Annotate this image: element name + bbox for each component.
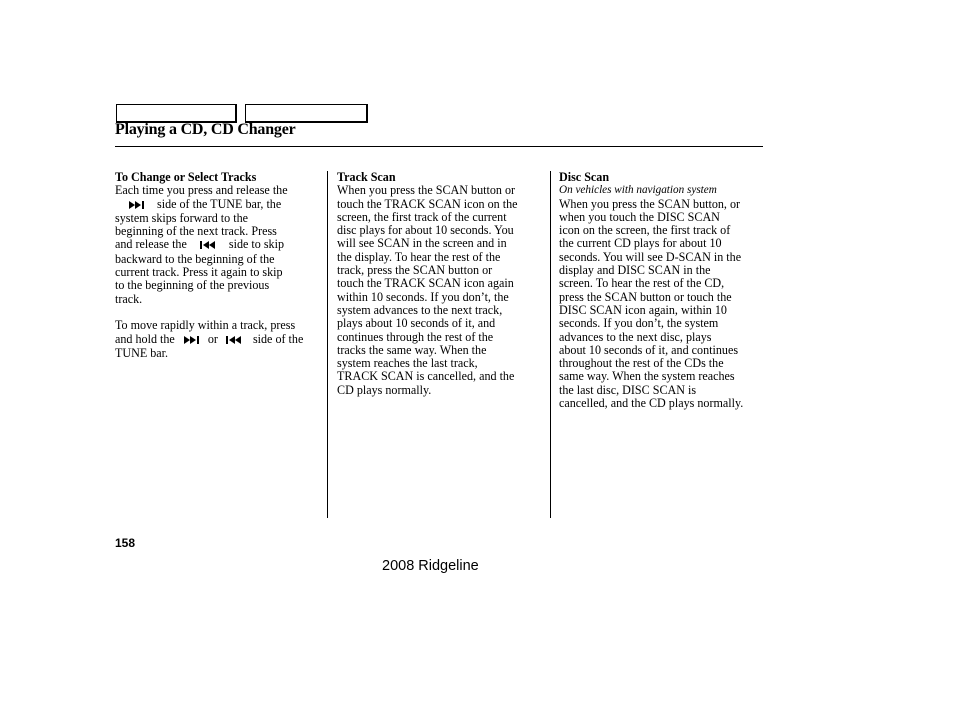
text-line: To move rapidly within a track, press [115,318,296,333]
text-line: continues through the rest of the [337,329,494,344]
text-line: When you press the SCAN button or [337,183,516,198]
column-change-tracks [115,171,327,360]
text-line: Each time you press and release the [115,183,288,198]
column-divider [550,171,551,518]
text-line: screen, the first track of the current [337,209,507,224]
text-line: system skips forward to the [115,210,249,225]
text-line: touch the TRACK SCAN icon on the [337,196,518,211]
section-heading: To Change or Select Tracks [115,170,257,184]
text-line: same way. When the system reaches [559,369,735,384]
paragraph [559,198,771,411]
text-line: system advances to the next track, [337,302,503,317]
text-line: seconds. You will see D-SCAN in the [559,249,742,264]
text-line: advances to the next disc, plays [559,329,712,344]
text-line: touch the TRACK SCAN icon again [337,276,514,291]
section-heading: Disc Scan [559,170,610,184]
page-number: 158 [115,536,136,550]
text-line: display and DISC SCAN in the [559,263,711,278]
text-line: plays about 10 seconds of it, and [337,316,496,331]
text-line: will see SCAN in the screen and in [337,236,507,251]
text-line: system reaches the last track, [337,356,478,371]
text-line: current track. Press it again to skip [115,265,283,280]
text-line: disc plays for about 10 seconds. You [337,223,514,238]
title-rule [115,146,763,147]
page-title: Playing a CD, CD Changer [115,121,296,138]
text-line: beginning of the next track. Press [115,224,277,239]
text-line: press the SCAN button or touch the [559,289,732,304]
skip-back-icon [200,239,221,252]
text-line: seconds. If you don’t, the system [559,316,719,331]
skip-forward-icon [129,199,147,212]
section-subheading: On vehicles with navigation system [559,184,717,197]
text-line: within 10 seconds. If you don’t, the [337,289,509,304]
text-line: side of the TUNE bar, the [115,198,327,212]
text-line: tracks the same way. When the [337,342,487,357]
footer-model: 2008 Ridgeline [382,558,479,574]
text-line: TUNE bar. [115,345,169,360]
text-line: When you press the SCAN button, or [559,196,741,211]
column-track-scan [337,171,545,397]
text-line: throughout the rest of the CDs the [559,356,724,371]
skip-forward-icon [184,334,202,347]
text-line: and hold the or side of the [115,331,304,346]
text-line: CD plays normally. [337,382,432,397]
paragraph [337,184,545,397]
column-disc-scan [559,171,771,410]
text-line: TRACK SCAN is cancelled, and the [337,369,515,384]
section-heading: Track Scan [337,170,396,184]
text-line: icon on the screen, the first track of [559,223,731,238]
column-divider [327,171,328,518]
skip-back-icon [226,334,247,347]
text-line: the display. To hear the rest of the [337,249,501,264]
text-line: track. [115,291,143,306]
text-line: DISC SCAN icon again, within 10 [559,302,727,317]
text-line: the current CD plays for about 10 [559,236,722,251]
text-line: and release the side to skip [115,237,284,252]
text-line: cancelled, and the CD plays normally. [559,396,744,411]
text-line: backward to the beginning of the [115,251,275,266]
text-line: track, press the SCAN button or [337,263,493,278]
text-line: the last disc, DISC SCAN is [559,382,697,397]
text-line: about 10 seconds of it, and continues [559,342,739,357]
text-line: when you touch the DISC SCAN [559,209,720,224]
text-line: screen. To hear the rest of the CD, [559,276,725,291]
text-line: to the beginning of the previous [115,278,270,293]
